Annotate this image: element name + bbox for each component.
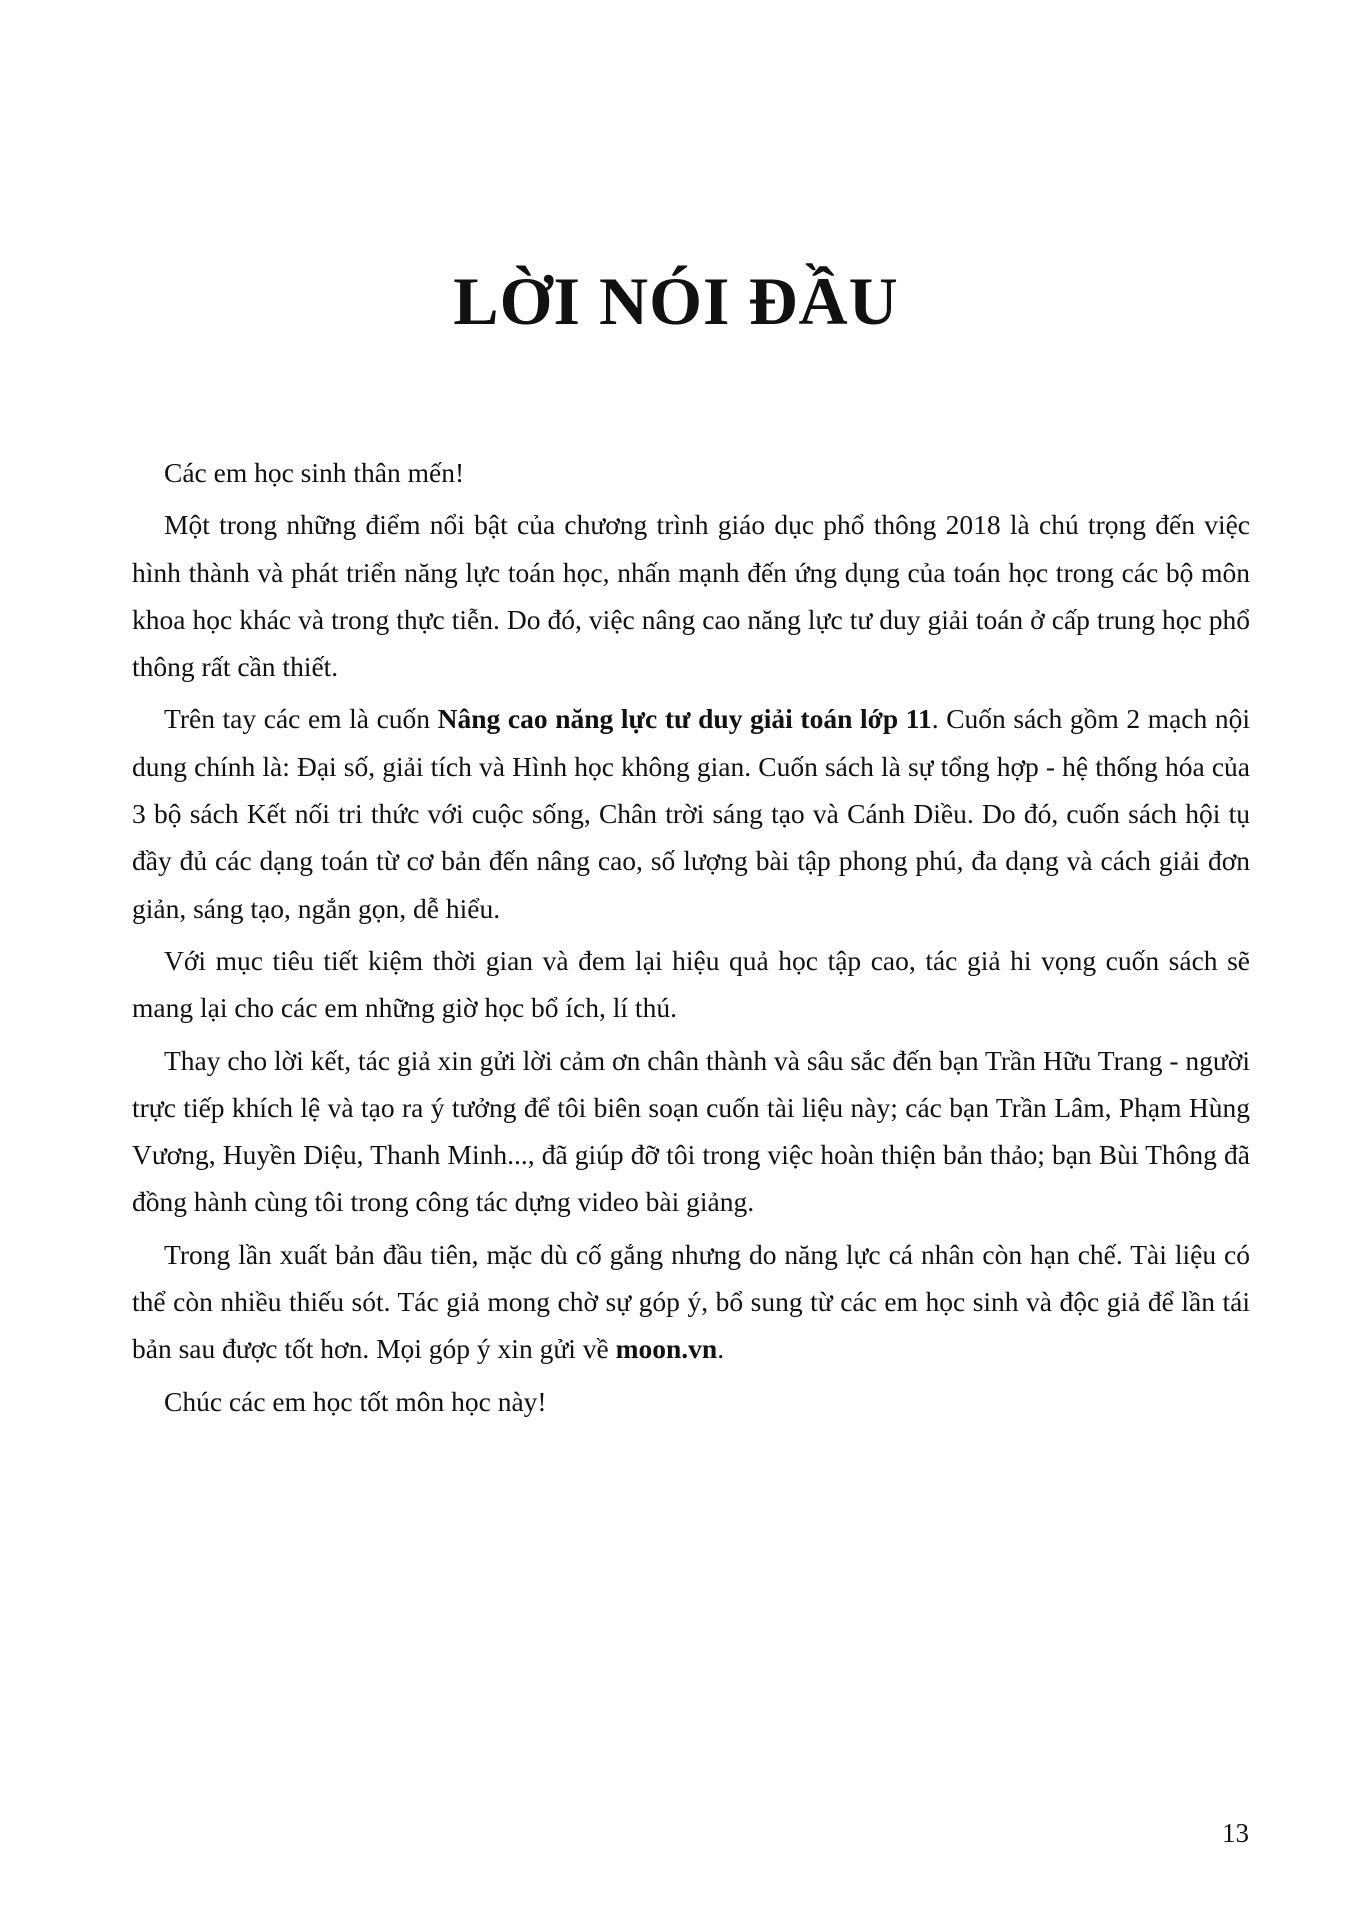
closing-paragraph: Chúc các em học tốt môn học này!	[164, 1385, 547, 1417]
text-segment: Trong lần xuất bản đầu tiên, mặc dù cố gắng nhưng do năng lực cá nhân còn hạn chế. Tài liệu có thể còn nhiều thiếu sót. Tác giả mong chờ sự góp ý, bổ sung từ các em học sinh và độc giả để lần tái bản sau được tốt hơn. Mọi góp ý xin gửi về	[132, 1238, 1250, 1365]
website-link: moon.vn	[615, 1333, 718, 1365]
text-segment: .	[717, 1333, 725, 1365]
paragraph-feedback	[132, 1231, 1250, 1373]
page-number: 13	[1222, 1818, 1249, 1848]
paragraph-curriculum: Một trong những điểm nổi bật của chương trình giáo dục phổ thông 2018 là chú trọng đến việc hình thành và phát triển năng lực toán học, nhấn mạnh đến ứng dụng của toán học trong các bộ môn khoa học khác và trong thực tiễn. Do đó, việc nâng cao năng lực tư duy giải toán ở cấp trung học phổ thông rất cần thiết.	[132, 509, 1250, 683]
page-title: LỜI NÓI ĐẦU	[453, 263, 899, 339]
text-segment: . Cuốn sách gồm 2 mạch nội dung chính là: Đại số, giải tích và Hình học không gian. Cuốn sách là sự tổng hợp - hệ thống hóa của 3 bộ sách Kết nối tri thức với cuộc sống, Chân trời sáng tạo và Cánh Diều. Do đó, cuốn sách hội tụ đầy đủ các dạng toán từ cơ bản đến nâng cao, số lượng bài tập phong phú, đa dạng và cách giải đơn giản, sáng tạo, ngắn gọn, dễ hiểu.	[132, 703, 1250, 924]
text-segment: Trên tay các em là cuốn	[164, 703, 438, 735]
paragraph-thanks: Thay cho lời kết, tác giả xin gửi lời cảm ơn chân thành và sâu sắc đến bạn Trần Hữu Trang - người trực tiếp khích lệ và tạo ra ý tưởng để tôi biên soạn cuốn tài liệu này; các bạn Trần Lâm, Phạm Hùng Vương, Huyền Diệu, Thanh Minh..., đã giúp đỡ tôi trong việc hoàn thiện bản thảo; bạn Bùi Thông đã đồng hành cùng tôi trong công tác dựng video bài giảng.	[132, 1044, 1250, 1218]
preface-body	[132, 449, 1250, 1430]
paragraph-book-intro	[132, 695, 1250, 931]
greeting-paragraph: Các em học sinh thân mến!	[164, 457, 465, 488]
book-title: Nâng cao năng lực tư duy giải toán lớp 11	[437, 703, 932, 735]
paragraph-goal: Với mục tiêu tiết kiệm thời gian và đem lại hiệu quả học tập cao, tác giả hi vọng cuốn sách sẽ mang lại cho các em những giờ học bổ ích, lí thú.	[132, 944, 1250, 1024]
